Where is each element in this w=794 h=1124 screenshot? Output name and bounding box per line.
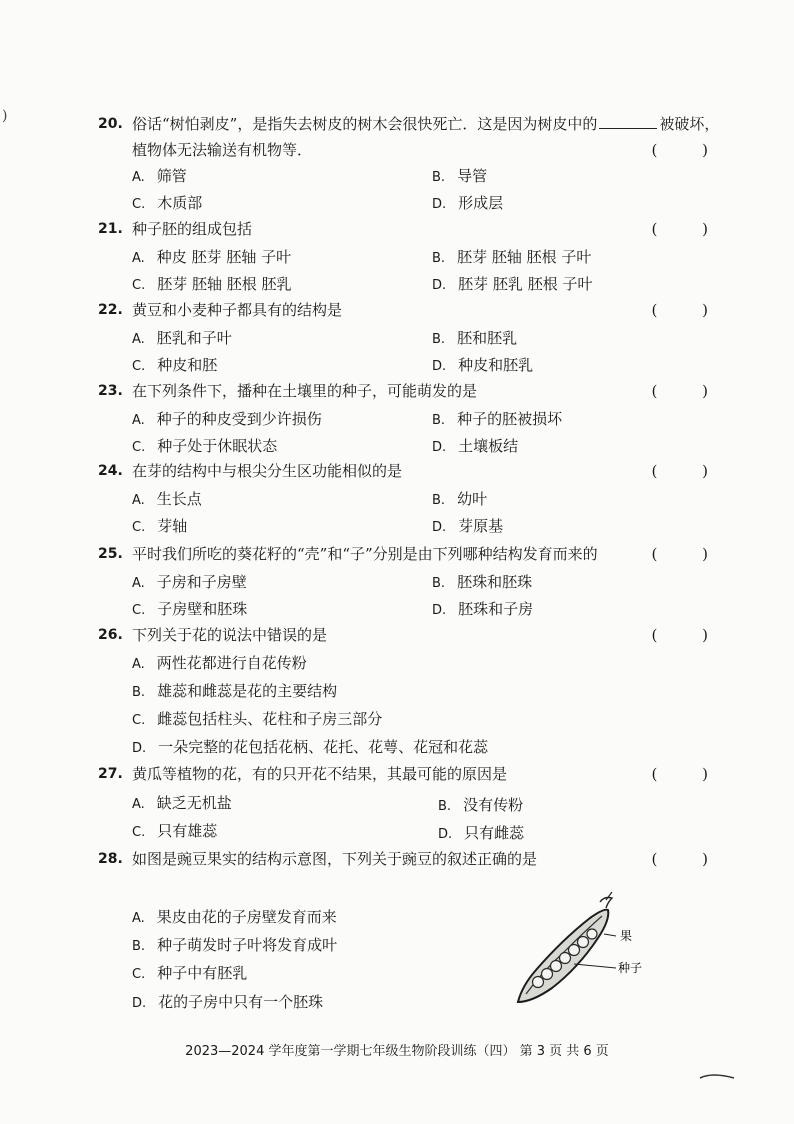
option-a[interactable] <box>132 906 337 927</box>
option-b[interactable] <box>432 408 562 429</box>
option-b[interactable] <box>432 165 487 186</box>
question-number: 20. <box>98 116 123 132</box>
option-c[interactable] <box>132 354 217 375</box>
question-number: 23. <box>98 383 123 399</box>
pea-pod-figure <box>512 890 672 1010</box>
option-text: 种子中有胚乳 <box>157 964 248 982</box>
option-d[interactable] <box>432 354 533 375</box>
answer-parentheses[interactable]: ( ) <box>651 462 728 480</box>
option-letter: D. <box>132 741 147 756</box>
option-letter: A. <box>132 797 145 812</box>
option-letter: B. <box>432 413 446 428</box>
option-letter: C. <box>132 359 146 374</box>
option-letter: D. <box>432 359 447 374</box>
option-text: 形成层 <box>458 194 504 212</box>
option-letter: D. <box>432 520 447 535</box>
option-text: 胚和胚乳 <box>457 329 518 347</box>
option-text: 种子处于休眠状态 <box>157 437 278 455</box>
option-b[interactable] <box>438 794 523 815</box>
question-stem: 种子胚的组成包括 <box>132 220 253 238</box>
option-letter: D. <box>438 827 453 842</box>
option-text: 种子萌发时子叶将发育成叶 <box>157 936 338 954</box>
option-a[interactable] <box>132 571 247 592</box>
option-text: 种皮 胚芽 胚轴 子叶 <box>156 248 292 266</box>
page-footer: 2023—2024 学年度第一学期七年级生物阶段训练（四） 第 3 页 共 6 页 <box>185 1044 609 1059</box>
option-d[interactable] <box>432 435 518 456</box>
option-letter: C. <box>132 603 146 618</box>
stem-part-a: 俗话“树怕剥皮”，是指失去树皮的树木会很快死亡．这是因为树皮中的 <box>132 115 598 133</box>
option-text: 子房壁和胚珠 <box>157 600 248 618</box>
option-b[interactable] <box>432 571 532 592</box>
option-d[interactable] <box>438 822 524 843</box>
option-c[interactable] <box>132 192 202 213</box>
option-letter: B. <box>132 939 146 954</box>
question-number: 25. <box>98 546 123 562</box>
option-letter: D. <box>432 440 447 455</box>
option-c[interactable] <box>132 708 382 729</box>
option-text: 花的子房中只有一个胚珠 <box>158 993 324 1011</box>
option-letter: D. <box>432 278 447 293</box>
option-letter: C. <box>132 197 146 212</box>
question-number: 21. <box>98 221 123 237</box>
question-stem: 平时我们所吃的葵花籽的“壳”和“子”分别是由下列哪种结构发育而来的 <box>132 545 598 563</box>
option-letter: B. <box>432 576 446 591</box>
option-c[interactable] <box>132 820 217 841</box>
answer-parentheses[interactable]: ( ) <box>651 626 728 644</box>
label-pericarp: 果 <box>620 929 633 943</box>
option-a[interactable] <box>132 652 307 673</box>
option-letter: A. <box>132 413 145 428</box>
option-text: 只有雄蕊 <box>157 822 218 840</box>
option-text: 芽原基 <box>458 517 504 535</box>
option-text: 缺乏无机盐 <box>156 794 232 812</box>
option-letter: D. <box>432 197 447 212</box>
option-b[interactable] <box>432 488 487 509</box>
option-text: 芽轴 <box>157 517 188 535</box>
option-text: 生长点 <box>156 490 202 508</box>
option-letter: C. <box>132 440 146 455</box>
option-text: 胚芽 胚乳 胚根 子叶 <box>458 275 593 293</box>
question-stem: 如图是豌豆果实的结构示意图，下列关于豌豆的叙述正确的是 <box>132 850 538 868</box>
option-text: 胚乳和子叶 <box>156 329 232 347</box>
question-stem: 黄瓜等植物的花，有的只开花不结果，其最可能的原因是 <box>132 765 508 783</box>
option-d[interactable] <box>132 991 323 1012</box>
option-letter: A. <box>132 332 145 347</box>
option-letter: C. <box>132 713 146 728</box>
option-a[interactable] <box>132 792 232 813</box>
option-letter: D. <box>432 603 447 618</box>
option-letter: B. <box>432 332 446 347</box>
option-text: 没有传粉 <box>463 796 524 814</box>
option-d[interactable] <box>432 598 533 619</box>
question-stem: 在下列条件下，播种在土壤里的种子，可能萌发的是 <box>132 382 478 400</box>
option-c[interactable] <box>132 435 277 456</box>
option-text: 种子的种皮受到少许损伤 <box>156 410 322 428</box>
option-b[interactable] <box>132 680 337 701</box>
scan-stroke-mark <box>698 1070 738 1084</box>
option-d[interactable] <box>132 736 488 757</box>
option-letter: C. <box>132 520 146 535</box>
option-text: 种皮和胚 <box>157 356 218 374</box>
option-text: 两性花都进行自花传粉 <box>156 654 307 672</box>
option-text: 胚芽 胚轴 胚根 胚乳 <box>157 275 292 293</box>
option-text: 筛管 <box>156 167 187 185</box>
option-b[interactable] <box>432 246 591 267</box>
option-text: 胚芽 胚轴 胚根 子叶 <box>457 248 592 266</box>
option-letter: A. <box>132 493 145 508</box>
option-text: 胚珠和子房 <box>458 600 534 618</box>
option-letter: A. <box>132 251 145 266</box>
option-letter: D. <box>132 996 147 1011</box>
option-c[interactable] <box>132 962 247 983</box>
question-number: 27. <box>98 766 123 782</box>
question-stem: 黄豆和小麦种子都具有的结构是 <box>132 301 343 319</box>
option-a[interactable] <box>132 165 187 186</box>
option-letter: A. <box>132 911 145 926</box>
option-letter: C. <box>132 278 146 293</box>
option-letter: B. <box>432 493 446 508</box>
option-text: 雌蕊包括柱头、花柱和子房三部分 <box>157 710 383 728</box>
option-text: 果皮由花的子房壁发育而来 <box>156 908 337 926</box>
option-text: 种皮和胚乳 <box>458 356 534 374</box>
option-letter: B. <box>438 799 452 814</box>
option-a[interactable] <box>132 488 202 509</box>
option-d[interactable] <box>432 192 503 213</box>
question-stem-line2: 植物体无法输送有机物等． <box>132 141 313 159</box>
answer-parentheses[interactable]: ( ) <box>651 141 728 159</box>
question-number: 26. <box>98 627 123 643</box>
option-letter: A. <box>132 170 145 185</box>
question-stem <box>132 114 719 134</box>
question-number: 22. <box>98 302 123 318</box>
label-seed: 种子 <box>618 961 643 975</box>
option-text: 种子的胚被损坏 <box>457 410 563 428</box>
option-letter: C. <box>132 967 146 982</box>
question-number: 24. <box>98 463 123 479</box>
option-letter: B. <box>132 685 146 700</box>
option-letter: C. <box>132 825 146 840</box>
question-stem: 下列关于花的说法中错误的是 <box>132 626 328 644</box>
option-c[interactable] <box>132 515 187 536</box>
option-c[interactable] <box>132 598 247 619</box>
answer-parentheses[interactable]: ( ) <box>651 220 728 238</box>
margin-mark: ) <box>2 108 8 124</box>
option-b[interactable] <box>132 934 337 955</box>
option-d[interactable] <box>432 515 503 536</box>
option-a[interactable] <box>132 408 322 429</box>
option-letter: A. <box>132 657 145 672</box>
option-letter: A. <box>132 576 145 591</box>
answer-parentheses[interactable]: ( ) <box>651 850 728 868</box>
option-text: 一朵完整的花包括花柄、花托、花萼、花冠和花蕊 <box>158 738 489 756</box>
option-c[interactable] <box>132 273 292 294</box>
option-b[interactable] <box>432 327 517 348</box>
question-stem: 在芽的结构中与根尖分生区功能相似的是 <box>132 462 403 480</box>
answer-parentheses[interactable]: ( ) <box>651 545 728 563</box>
pea-pod-illustration <box>518 892 616 1002</box>
option-text: 木质部 <box>157 194 203 212</box>
option-text: 只有雌蕊 <box>464 824 525 842</box>
option-letter: B. <box>432 170 446 185</box>
answer-blank[interactable] <box>599 114 657 129</box>
option-text: 雄蕊和雌蕊是花的主要结构 <box>157 682 338 700</box>
answer-parentheses[interactable]: ( ) <box>651 382 728 400</box>
option-text: 导管 <box>457 167 488 185</box>
answer-parentheses[interactable]: ( ) <box>651 765 728 783</box>
answer-parentheses[interactable]: ( ) <box>651 301 728 319</box>
option-text: 土壤板结 <box>458 437 519 455</box>
option-text: 子房和子房壁 <box>156 573 247 591</box>
option-text: 幼叶 <box>457 490 488 508</box>
question-number: 28. <box>98 851 123 867</box>
option-text: 胚珠和胚珠 <box>457 573 533 591</box>
option-a[interactable] <box>132 246 291 267</box>
option-d[interactable] <box>432 273 592 294</box>
option-letter: B. <box>432 251 446 266</box>
option-a[interactable] <box>132 327 232 348</box>
stem-part-b: 被破坏， <box>659 115 720 133</box>
